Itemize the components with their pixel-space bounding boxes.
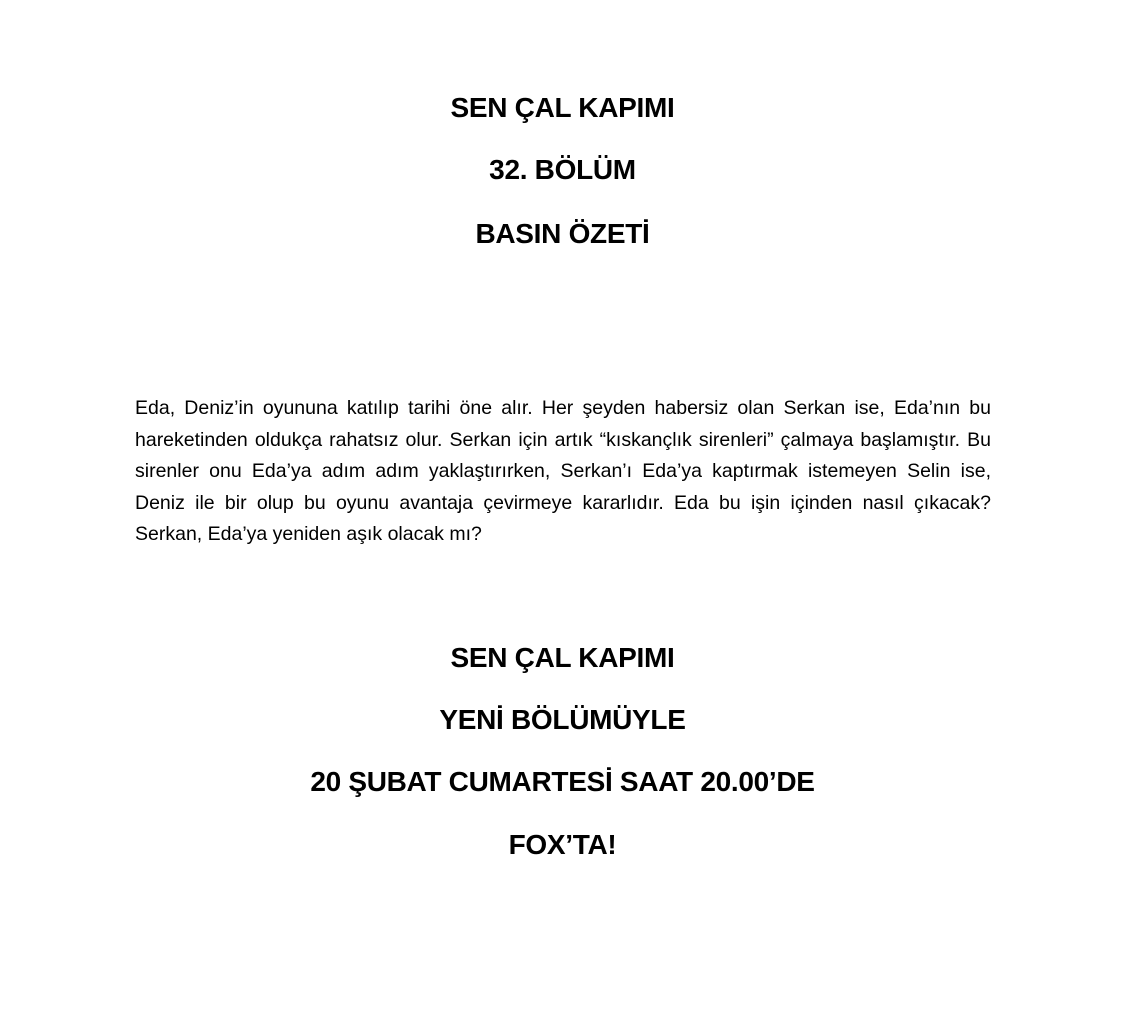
episode-number: 32. BÖLÜM bbox=[489, 154, 636, 185]
document-title: SEN ÇAL KAPIMI bbox=[450, 92, 675, 123]
episode-summary: Eda, Deniz’in oyununa katılıp tarihi öne alır. Her şeyden habersiz olan Serkan ise, Eda’nın bu hareketinden oldukça rahatsız olur. Serkan için artık “kıskançlık sirenleri” çalmaya başlamıştır. Bu sirenler onu Eda’ya adım adım yaklaştırırken, Serkan’ı Eda’ya kaptırmak istemeyen Selin ise, Deniz ile bir olup bu oyunu avantaja çevirmeye kararlıdır. Eda bu işin içinden nasıl çıkacak? Serkan, Eda’ya yeniden aşık olacak mı? bbox=[135, 397, 991, 545]
footer-channel: FOX’TA! bbox=[508, 829, 617, 860]
document-subtitle: BASIN ÖZETİ bbox=[475, 218, 650, 249]
footer-new-episode: YENİ BÖLÜMÜYLE bbox=[439, 704, 686, 735]
footer-show-title: SEN ÇAL KAPIMI bbox=[450, 642, 675, 673]
footer-air-date: 20 ŞUBAT CUMARTESİ SAAT 20.00’DE bbox=[310, 766, 815, 797]
